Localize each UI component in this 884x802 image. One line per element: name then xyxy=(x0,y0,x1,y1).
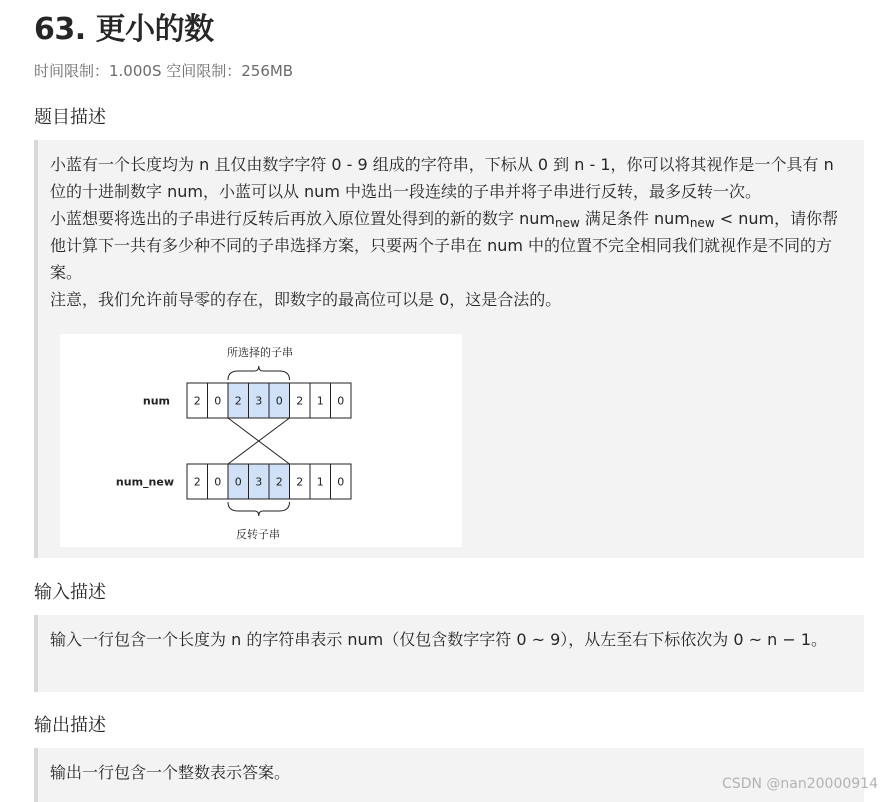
row-label-num-new: num_new xyxy=(115,475,174,489)
row-label-num: num xyxy=(142,394,170,408)
reversal-diagram xyxy=(60,334,462,547)
output-box xyxy=(34,748,864,802)
bottom-brace xyxy=(228,502,290,516)
description-paragraph-2 xyxy=(50,205,850,286)
num-new-row-digit: 0 xyxy=(337,475,345,489)
problem-title: 63. 更小的数 xyxy=(34,12,214,47)
input-box xyxy=(34,615,864,692)
description-p2-part-b: 满足条件 num xyxy=(579,209,690,228)
num-new-row-digit: 3 xyxy=(255,475,263,489)
output-heading: 输出描述 xyxy=(34,715,106,736)
num-new-row-digit: 0 xyxy=(214,475,222,489)
num-new-row-digit: 0 xyxy=(234,475,242,489)
num-row-digit: 0 xyxy=(275,394,283,408)
input-heading: 输入描述 xyxy=(34,582,106,603)
num-new-row-digit: 2 xyxy=(275,475,283,489)
num-row-digit: 1 xyxy=(316,394,324,408)
num-row-digit: 0 xyxy=(337,394,345,408)
num-new-row-digit: 2 xyxy=(296,475,304,489)
num-row-digit: 2 xyxy=(234,394,242,408)
limits-text: 时间限制：1.000S 空间限制：256MB xyxy=(34,62,294,80)
top-label: 所选择的子串 xyxy=(227,346,293,359)
num-new-row-digit: 1 xyxy=(316,475,324,489)
num-row-digit: 2 xyxy=(193,394,201,408)
description-p2-part-a: 小蓝想要将选出的子串进行反转后再放入原位置处得到的新的数字 num xyxy=(50,209,555,228)
num-new-row-digit: 2 xyxy=(193,475,201,489)
num-row-digit: 0 xyxy=(214,394,222,408)
reversal-diagram-svg xyxy=(60,334,462,547)
output-text: 输出一行包含一个整数表示答案。 xyxy=(50,763,291,782)
description-heading: 题目描述 xyxy=(34,107,106,128)
description-p2-part-c: < num，请你帮他计算下一共有多少种不同的子串选择方案，只要两个子串在 num 中的位置不完全相同我们就视作是不同的方案。 xyxy=(50,209,839,282)
bottom-label: 反转子串 xyxy=(236,528,280,541)
watermark: CSDN @nan20000914 xyxy=(722,776,878,792)
num-row-digit: 3 xyxy=(255,394,263,408)
input-text: 输入一行包含一个长度为 n 的字符串表示 num（仅包含数字字符 0 ~ 9），从左至右下标依次为 0 ~ n − 1。 xyxy=(50,630,828,649)
subscript-new: new xyxy=(554,216,580,230)
description-paragraph-1: 小蓝有一个长度均为 n 且仅由数字字符 0 - 9 组成的字符串，下标从 0 到 n - 1，你可以将其视作是一个具有 n 位的十进制数字 num，小蓝可以从 num 中选出一段连续的子串并将子串进行反转，最多反转一次。 xyxy=(50,155,834,201)
subscript-new: new xyxy=(689,216,715,230)
top-brace xyxy=(228,366,290,380)
num-row-digit: 2 xyxy=(296,394,304,408)
description-paragraph-3: 注意，我们允许前导零的存在，即数字的最高位可以是 0，这是合法的。 xyxy=(50,290,562,309)
